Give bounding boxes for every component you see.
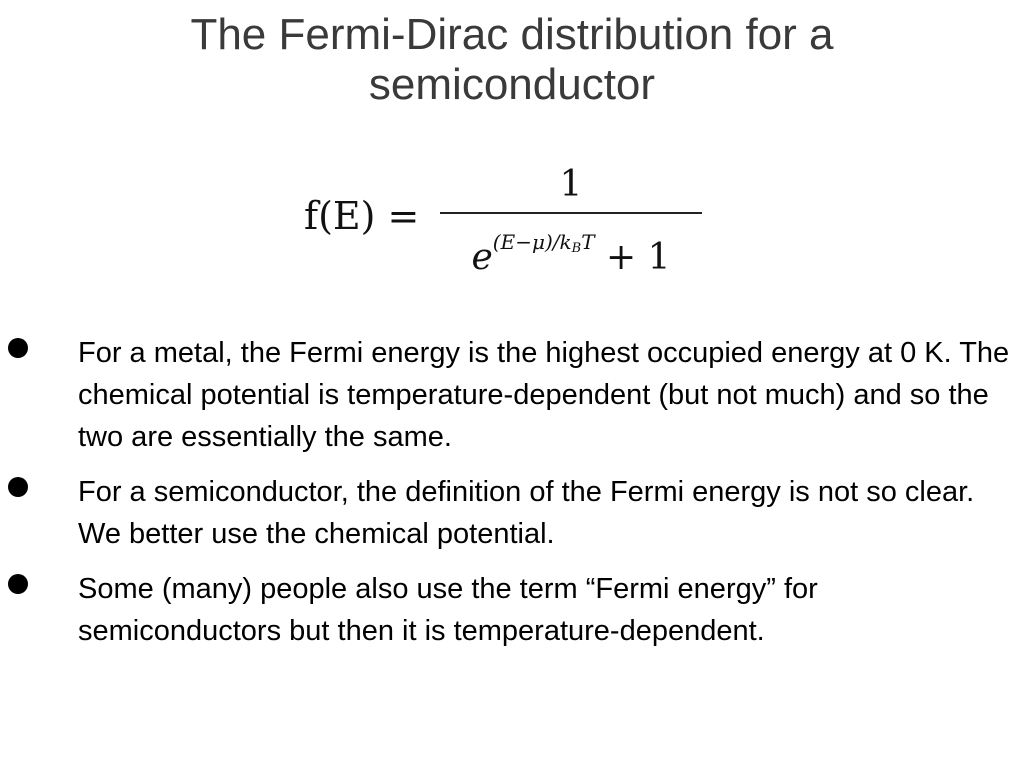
exponent-tail: T (581, 230, 595, 254)
exponent-sub: B (571, 241, 582, 256)
formula-numerator: 1 (559, 164, 583, 205)
bullet-text: Some (many) people also use the term “Fermi energy” for semiconductors but then it is temperature-dependent. (78, 573, 818, 647)
title-line-1: The Fermi-Dirac distribution for a (190, 10, 834, 59)
slide-title (112, 10, 912, 110)
bullet-list (0, 332, 1024, 665)
formula-denominator (440, 220, 702, 280)
bullet-item (0, 332, 1024, 458)
bullet-dot-icon (8, 574, 28, 594)
bullet-dot-icon (8, 477, 28, 497)
fermi-dirac-formula (300, 162, 710, 278)
denominator-tail: + 1 (594, 237, 671, 278)
formula-lhs: f(E) = (304, 194, 420, 238)
bullet-text: For a metal, the Fermi energy is the highest occupied energy at 0 K. The chemical potential is temperature-dependent (but not much) and so the two are essentially the same. (78, 337, 1010, 453)
fraction-bar (440, 212, 702, 214)
exp-base: e (471, 237, 493, 278)
exponent (493, 230, 595, 254)
exponent-main: (E−μ)/k (492, 230, 572, 254)
bullet-item (0, 568, 1024, 652)
bullet-text: For a semiconductor, the definition of the Fermi energy is not so clear. We better use the chemical potential. (78, 476, 975, 550)
title-line-2: semiconductor (368, 60, 656, 109)
bullet-dot-icon (8, 338, 28, 358)
bullet-item (0, 471, 1024, 555)
